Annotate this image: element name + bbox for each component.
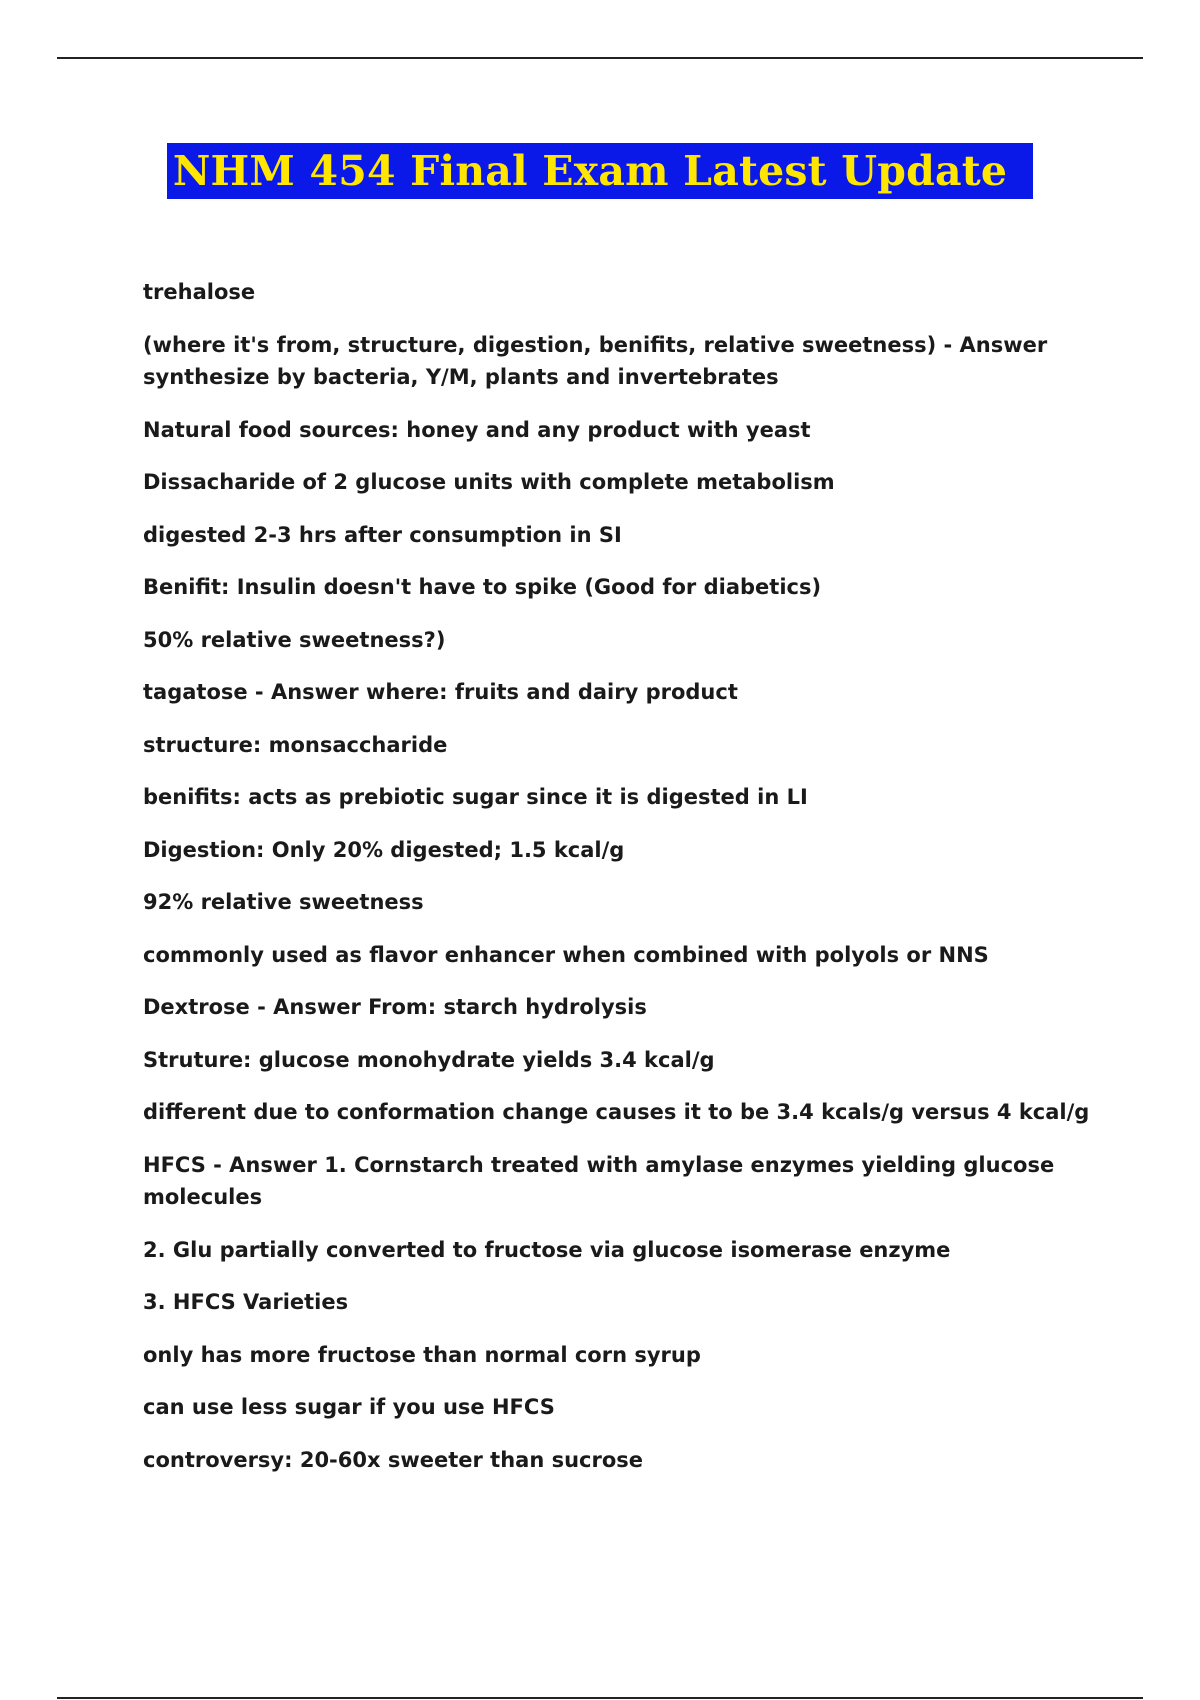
paragraph: 92% relative sweetness <box>143 890 424 914</box>
paragraph: Dissacharide of 2 glucose units with complete metabolism <box>143 470 835 494</box>
paragraph: trehalose <box>143 280 256 304</box>
paragraph: 3. HFCS Varieties <box>143 1290 349 1314</box>
document-title: NHM 454 Final Exam Latest Update <box>167 143 1033 199</box>
paragraph: tagatose - Answer where: fruits and dairy product <box>143 680 738 704</box>
paragraph: commonly used as flavor enhancer when combined with polyols or NNS <box>143 942 989 967</box>
paragraph: Struture: glucose monohydrate yields 3.4 kcal/g <box>143 1047 715 1072</box>
paragraph: digested 2-3 hrs after consumption in SI <box>143 522 622 547</box>
paragraph: can use less sugar if you use HFCS <box>143 1395 555 1419</box>
paragraph: 2. Glu partially converted to fructose via glucose isomerase enzyme <box>143 1237 951 1262</box>
paragraph: 50% relative sweetness?) <box>143 627 446 652</box>
bottom-rule <box>57 1697 1143 1699</box>
paragraph: benifits: acts as prebiotic sugar since it is digested in LI <box>143 785 808 809</box>
paragraph: Benifit: Insulin doesn't have to spike (Good for diabetics) <box>143 575 822 599</box>
paragraph: Dextrose - Answer From: starch hydrolysis <box>143 995 647 1019</box>
paragraph: Natural food sources: honey and any product with yeast <box>143 417 811 442</box>
paragraph: controversy: 20-60x sweeter than sucrose <box>143 1447 644 1472</box>
paragraph: only has more fructose than normal corn syrup <box>143 1342 701 1367</box>
paragraph: HFCS - Answer 1. Cornstarch treated with amylase enzymes yielding glucose molecules <box>143 1152 1055 1209</box>
paragraph: different due to conformation change causes it to be 3.4 kcals/g versus 4 kcal/g <box>143 1100 1090 1124</box>
document-body <box>143 276 1103 1496</box>
paragraph: Digestion: Only 20% digested; 1.5 kcal/g <box>143 837 625 862</box>
paragraph: (where it's from, structure, digestion, benifits, relative sweetness) - Answer synthesize by bacteria, Y/M, plants and invertebrates <box>143 332 1048 389</box>
top-rule <box>57 57 1143 59</box>
paragraph: structure: monsaccharide <box>143 732 448 757</box>
title-banner <box>0 143 1200 199</box>
